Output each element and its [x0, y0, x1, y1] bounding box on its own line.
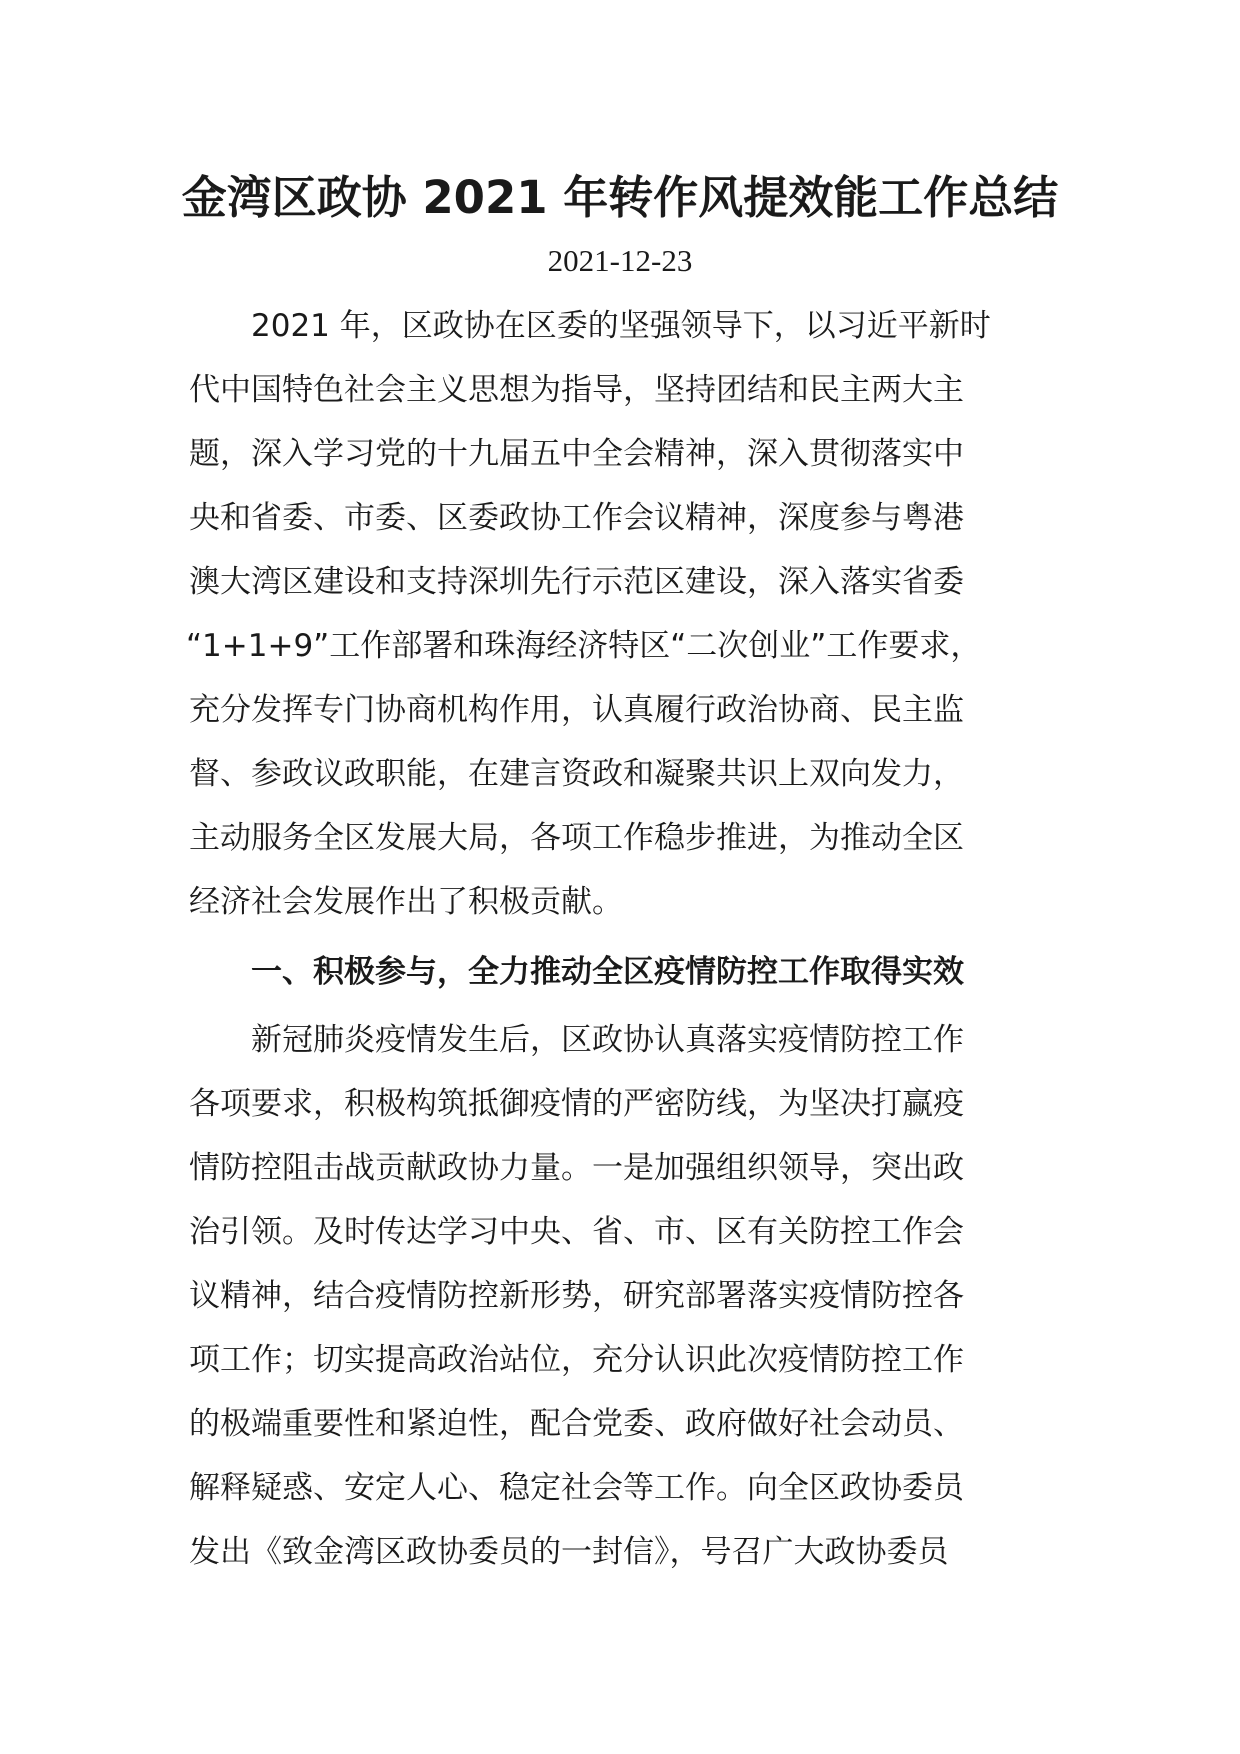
- paragraph-line: 经济社会发展作出了积极贡献。: [189, 884, 623, 920]
- paragraph-line: 主动服务全区发展大局，各项工作稳步推进，为推动全区: [189, 820, 964, 856]
- paragraph-line: 解释疑惑、安定人心、稳定社会等工作。向全区政协委员: [189, 1470, 964, 1506]
- paragraph-line: 代中国特色社会主义思想为指导，坚持团结和民主两大主: [189, 372, 964, 408]
- paragraph-line: 督、参政议政职能，在建言资政和凝聚共识上双向发力，: [189, 756, 964, 792]
- paragraph-line: 澳大湾区建设和支持深圳先行示范区建设，深入落实省委: [189, 564, 964, 600]
- paragraph-line: 议精神，结合疫情防控新形势，研究部署落实疫情防控各: [189, 1278, 964, 1314]
- paragraph-line: 央和省委、市委、区委政协工作会议精神，深度参与粤港: [189, 500, 964, 536]
- paragraph-line: 2021 年，区政协在区委的坚强领导下，以习近平新时: [251, 308, 991, 344]
- paragraph-line: 各项要求，积极构筑抵御疫情的严密防线，为坚决打赢疫: [189, 1086, 964, 1122]
- section-heading: 一、积极参与，全力推动全区疫情防控工作取得实效: [251, 954, 964, 990]
- paragraph-line: 的极端重要性和紧迫性，配合党委、政府做好社会动员、: [189, 1406, 964, 1442]
- paragraph-line: 治引领。及时传达学习中央、省、市、区有关防控工作会: [189, 1214, 964, 1250]
- paragraph-line: 项工作；切实提高政治站位，充分认识此次疫情防控工作: [189, 1342, 964, 1378]
- document-date: 2021-12-23: [547, 243, 693, 278]
- document-title: 金湾区政协 2021 年转作风提效能工作总结: [181, 171, 1059, 224]
- paragraph-line: 发出《致金湾区政协委员的一封信》，号召广大政协委员: [189, 1534, 949, 1570]
- paragraph-line: 新冠肺炎疫情发生后，区政协认真落实疫情防控工作: [251, 1022, 964, 1058]
- paragraph-line: “1+1+9”工作部署和珠海经济特区“二次创业”工作要求，: [186, 628, 982, 664]
- paragraph-line: 充分发挥专门协商机构作用，认真履行政治协商、民主监: [189, 692, 964, 728]
- paragraph-line: 题，深入学习党的十九届五中全会精神，深入贯彻落实中: [189, 436, 964, 472]
- paragraph-line: 情防控阻击战贡献政协力量。一是加强组织领导，突出政: [189, 1150, 964, 1186]
